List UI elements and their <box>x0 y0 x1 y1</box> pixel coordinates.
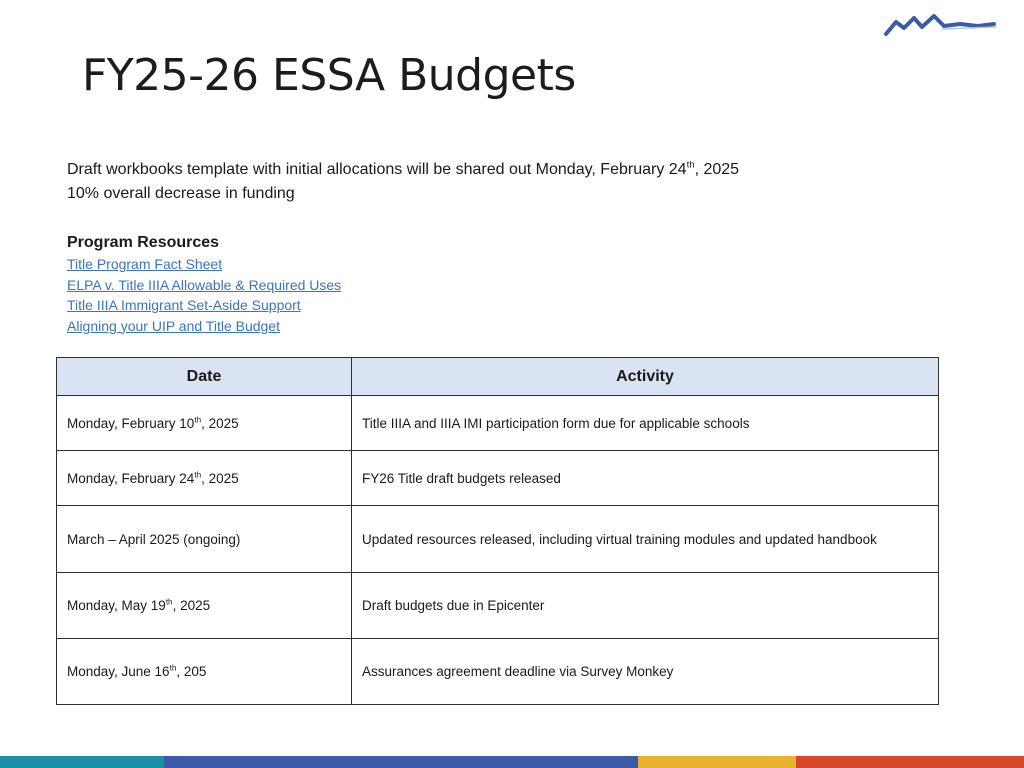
row-activity: Assurances agreement deadline via Survey Monkey <box>352 639 939 705</box>
intro-line-1: Draft workbooks template with initial allocations will be shared out Monday, February 24th, 2025 <box>67 159 740 178</box>
row-activity: Draft budgets due in Epicenter <box>352 573 939 639</box>
program-resources <box>67 232 341 336</box>
row-date: March – April 2025 (ongoing) <box>57 506 352 573</box>
table-row <box>57 573 939 639</box>
row-date: Monday, June 16th, 205 <box>57 639 352 705</box>
row-activity: FY26 Title draft budgets released <box>352 451 939 506</box>
table-row <box>57 396 939 451</box>
table-row <box>57 506 939 573</box>
row-date: Monday, May 19th, 2025 <box>57 573 352 639</box>
table-row <box>57 451 939 506</box>
table-row <box>57 639 939 705</box>
intro-line-2: 10% overall decrease in funding <box>67 185 295 202</box>
page-title: FY25-26 ESSA Budgets <box>82 50 576 101</box>
link-immigrant-set-aside[interactable]: Title IIIA Immigrant Set-Aside Support <box>67 297 301 313</box>
row-date: Monday, February 24th, 2025 <box>57 451 352 506</box>
resources-heading: Program Resources <box>67 234 220 251</box>
intro-text <box>67 158 739 206</box>
link-elpa-title-iiia[interactable]: ELPA v. Title IIIA Allowable & Required Uses <box>67 276 342 293</box>
row-activity: Title IIIA and IIIA IMI participation form due for applicable schools <box>352 396 939 451</box>
link-uip-title-budget[interactable]: Aligning your UIP and Title Budget <box>67 317 280 334</box>
bar-segment-teal <box>0 756 164 768</box>
row-date: Monday, February 10th, 2025 <box>57 396 352 451</box>
logo-icon <box>882 10 1000 38</box>
table-header-row <box>57 358 939 396</box>
link-fact-sheet[interactable]: Title Program Fact Sheet <box>67 256 223 272</box>
header-date: Date <box>57 358 352 396</box>
footer-color-bar <box>0 756 1024 768</box>
bar-segment-gold <box>638 756 796 768</box>
bar-segment-red <box>796 756 1024 768</box>
row-activity: Updated resources released, including virtual training modules and updated handbook <box>352 506 939 573</box>
bar-segment-blue <box>164 756 638 768</box>
schedule-table <box>56 357 939 705</box>
header-activity: Activity <box>352 358 939 396</box>
